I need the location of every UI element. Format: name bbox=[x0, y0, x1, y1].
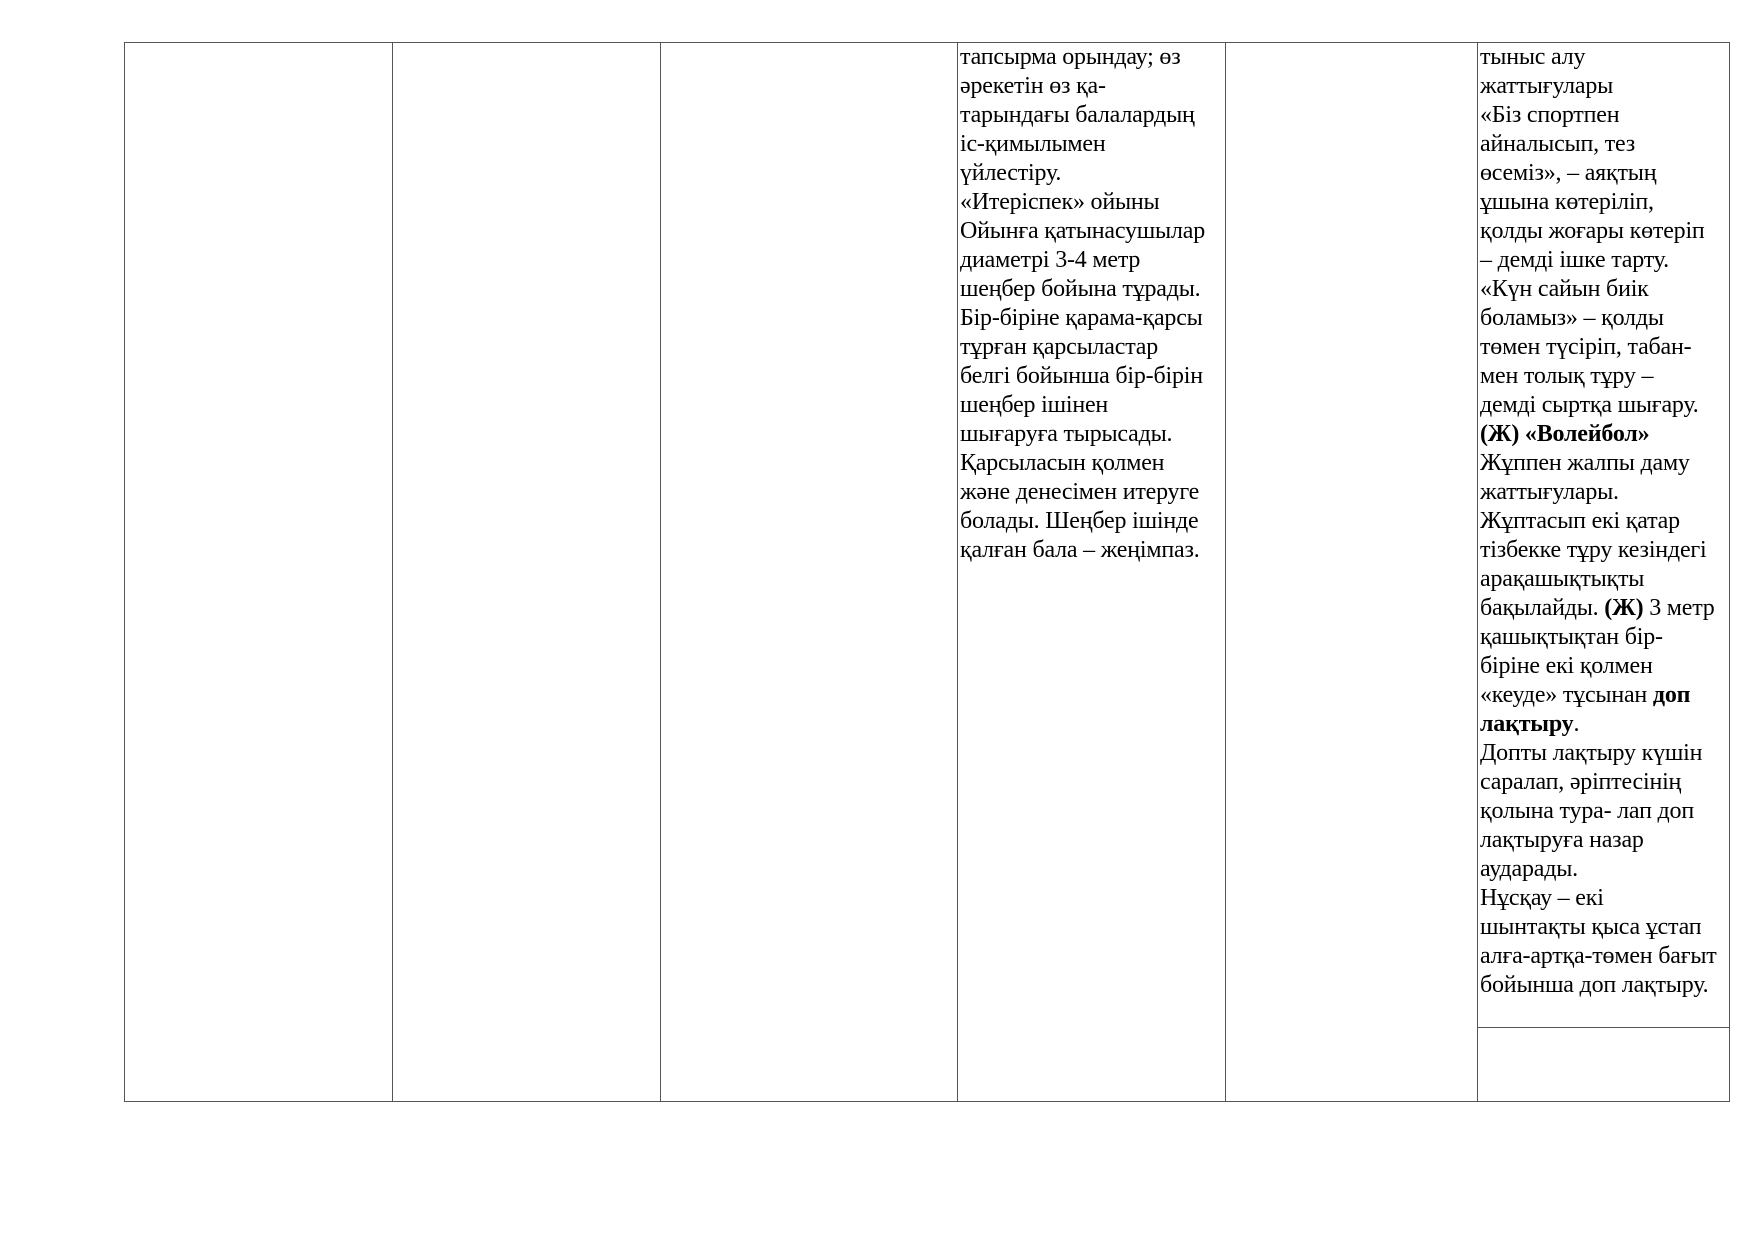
text-line: шынтақты қыса ұстап bbox=[1480, 914, 1702, 940]
text-line-bold bbox=[1480, 420, 1717, 449]
bold-run: доп bbox=[1652, 682, 1691, 708]
text-line: Нұсқау – екі bbox=[1480, 885, 1604, 911]
text-line: қашықтықтан бір- bbox=[1480, 624, 1663, 650]
row-divider bbox=[1477, 1027, 1729, 1028]
text-line: белгі бойынша бір-бірін bbox=[960, 363, 1203, 389]
column-divider bbox=[1477, 43, 1478, 1101]
text-line: төмен түсіріп, табан- bbox=[1480, 334, 1692, 360]
text-line: Қарсыласын қолмен bbox=[960, 450, 1165, 476]
text-line: «Итеріспек» ойыны bbox=[960, 189, 1160, 215]
bold-run: (Ж) bbox=[1604, 595, 1644, 621]
text-line: біріне екі қолмен bbox=[1480, 653, 1653, 679]
text-line: тізбекке тұру кезіндегі bbox=[1480, 537, 1707, 563]
column-divider bbox=[1225, 43, 1226, 1101]
text-line: саралап, әріптесінің bbox=[1480, 769, 1682, 795]
text-line: айналысып, тез bbox=[1480, 131, 1636, 157]
text-line: тыныс алу bbox=[1480, 44, 1586, 70]
text-line: аударады. bbox=[1480, 856, 1578, 882]
text-line: диаметрі 3-4 метр bbox=[960, 247, 1141, 273]
text-line-mixed bbox=[1480, 594, 1717, 623]
text-line: мен толық тұру – bbox=[1480, 363, 1654, 389]
text-line: қолына тура- лап доп bbox=[1480, 798, 1694, 824]
lesson-plan-table bbox=[124, 42, 1730, 1102]
text-line: шығаруға тырысады. bbox=[960, 421, 1173, 447]
text-line: бойынша доп лақтыру. bbox=[1480, 972, 1709, 998]
cell-col6-text bbox=[1480, 43, 1717, 1000]
text-line: «Біз спортпен bbox=[1480, 102, 1620, 128]
column-divider bbox=[957, 43, 958, 1101]
text-line: Допты лақтыру күшін bbox=[1480, 740, 1703, 766]
text-line: жаттығулары bbox=[1480, 73, 1614, 99]
text-line: – демді ішке тарту. bbox=[1480, 247, 1669, 273]
text-run: . bbox=[1573, 711, 1580, 737]
bold-run: лақтыру bbox=[1480, 711, 1574, 737]
text-line: тұрған қарсыластар bbox=[960, 334, 1159, 360]
text-line: үйлестіру. bbox=[960, 160, 1062, 186]
text-line: болады. Шеңбер ішінде bbox=[960, 508, 1199, 534]
text-line: қалған бала – жеңімпаз. bbox=[960, 537, 1200, 563]
bold-heading: (Ж) «Волейбол» bbox=[1480, 421, 1650, 447]
text-line-mixed bbox=[1480, 681, 1717, 710]
text-line: демді сыртқа шығару. bbox=[1480, 392, 1699, 418]
text-run: бақылайды. bbox=[1480, 595, 1605, 621]
column-divider bbox=[660, 43, 661, 1101]
text-line: «Күн сайын биік bbox=[1480, 276, 1649, 302]
text-line: әрекетін өз қа- bbox=[960, 73, 1106, 99]
cell-col4-text bbox=[960, 43, 1205, 565]
text-line: қолды жоғары көтеріп bbox=[1480, 218, 1705, 244]
text-line: боламыз» – қолды bbox=[1480, 305, 1664, 331]
text-line: тарындағы балалардың bbox=[960, 102, 1195, 128]
text-line: Жұппен жалпы даму bbox=[1480, 450, 1690, 476]
text-line: арақашықтықты bbox=[1480, 566, 1645, 592]
text-line: шеңбер ішінен bbox=[960, 392, 1109, 418]
text-line: іс-қимылымен bbox=[960, 131, 1106, 157]
text-line: шеңбер бойына тұрады. bbox=[960, 276, 1201, 302]
text-line: Бір-біріне қарама-қарсы bbox=[960, 305, 1203, 331]
text-line: және денесімен итеруге bbox=[960, 479, 1200, 505]
text-line: Жұптасып екі қатар bbox=[1480, 508, 1680, 534]
column-divider bbox=[392, 43, 393, 1101]
text-line-mixed bbox=[1480, 710, 1717, 739]
text-line: өсеміз», – аяқтың bbox=[1480, 160, 1657, 186]
text-run: 3 метр bbox=[1643, 595, 1715, 621]
text-run: «кеуде» тұсынан bbox=[1480, 682, 1653, 708]
text-line: алға-артқа-төмен бағыт bbox=[1480, 943, 1717, 969]
text-line: тапсырма орындау; өз bbox=[960, 44, 1181, 70]
text-line: лақтыруға назар bbox=[1480, 827, 1644, 853]
text-line: Ойынға қатынасушылар bbox=[960, 218, 1206, 244]
text-line: ұшына көтеріліп, bbox=[1480, 189, 1654, 215]
text-line: жаттығулары. bbox=[1480, 479, 1619, 505]
